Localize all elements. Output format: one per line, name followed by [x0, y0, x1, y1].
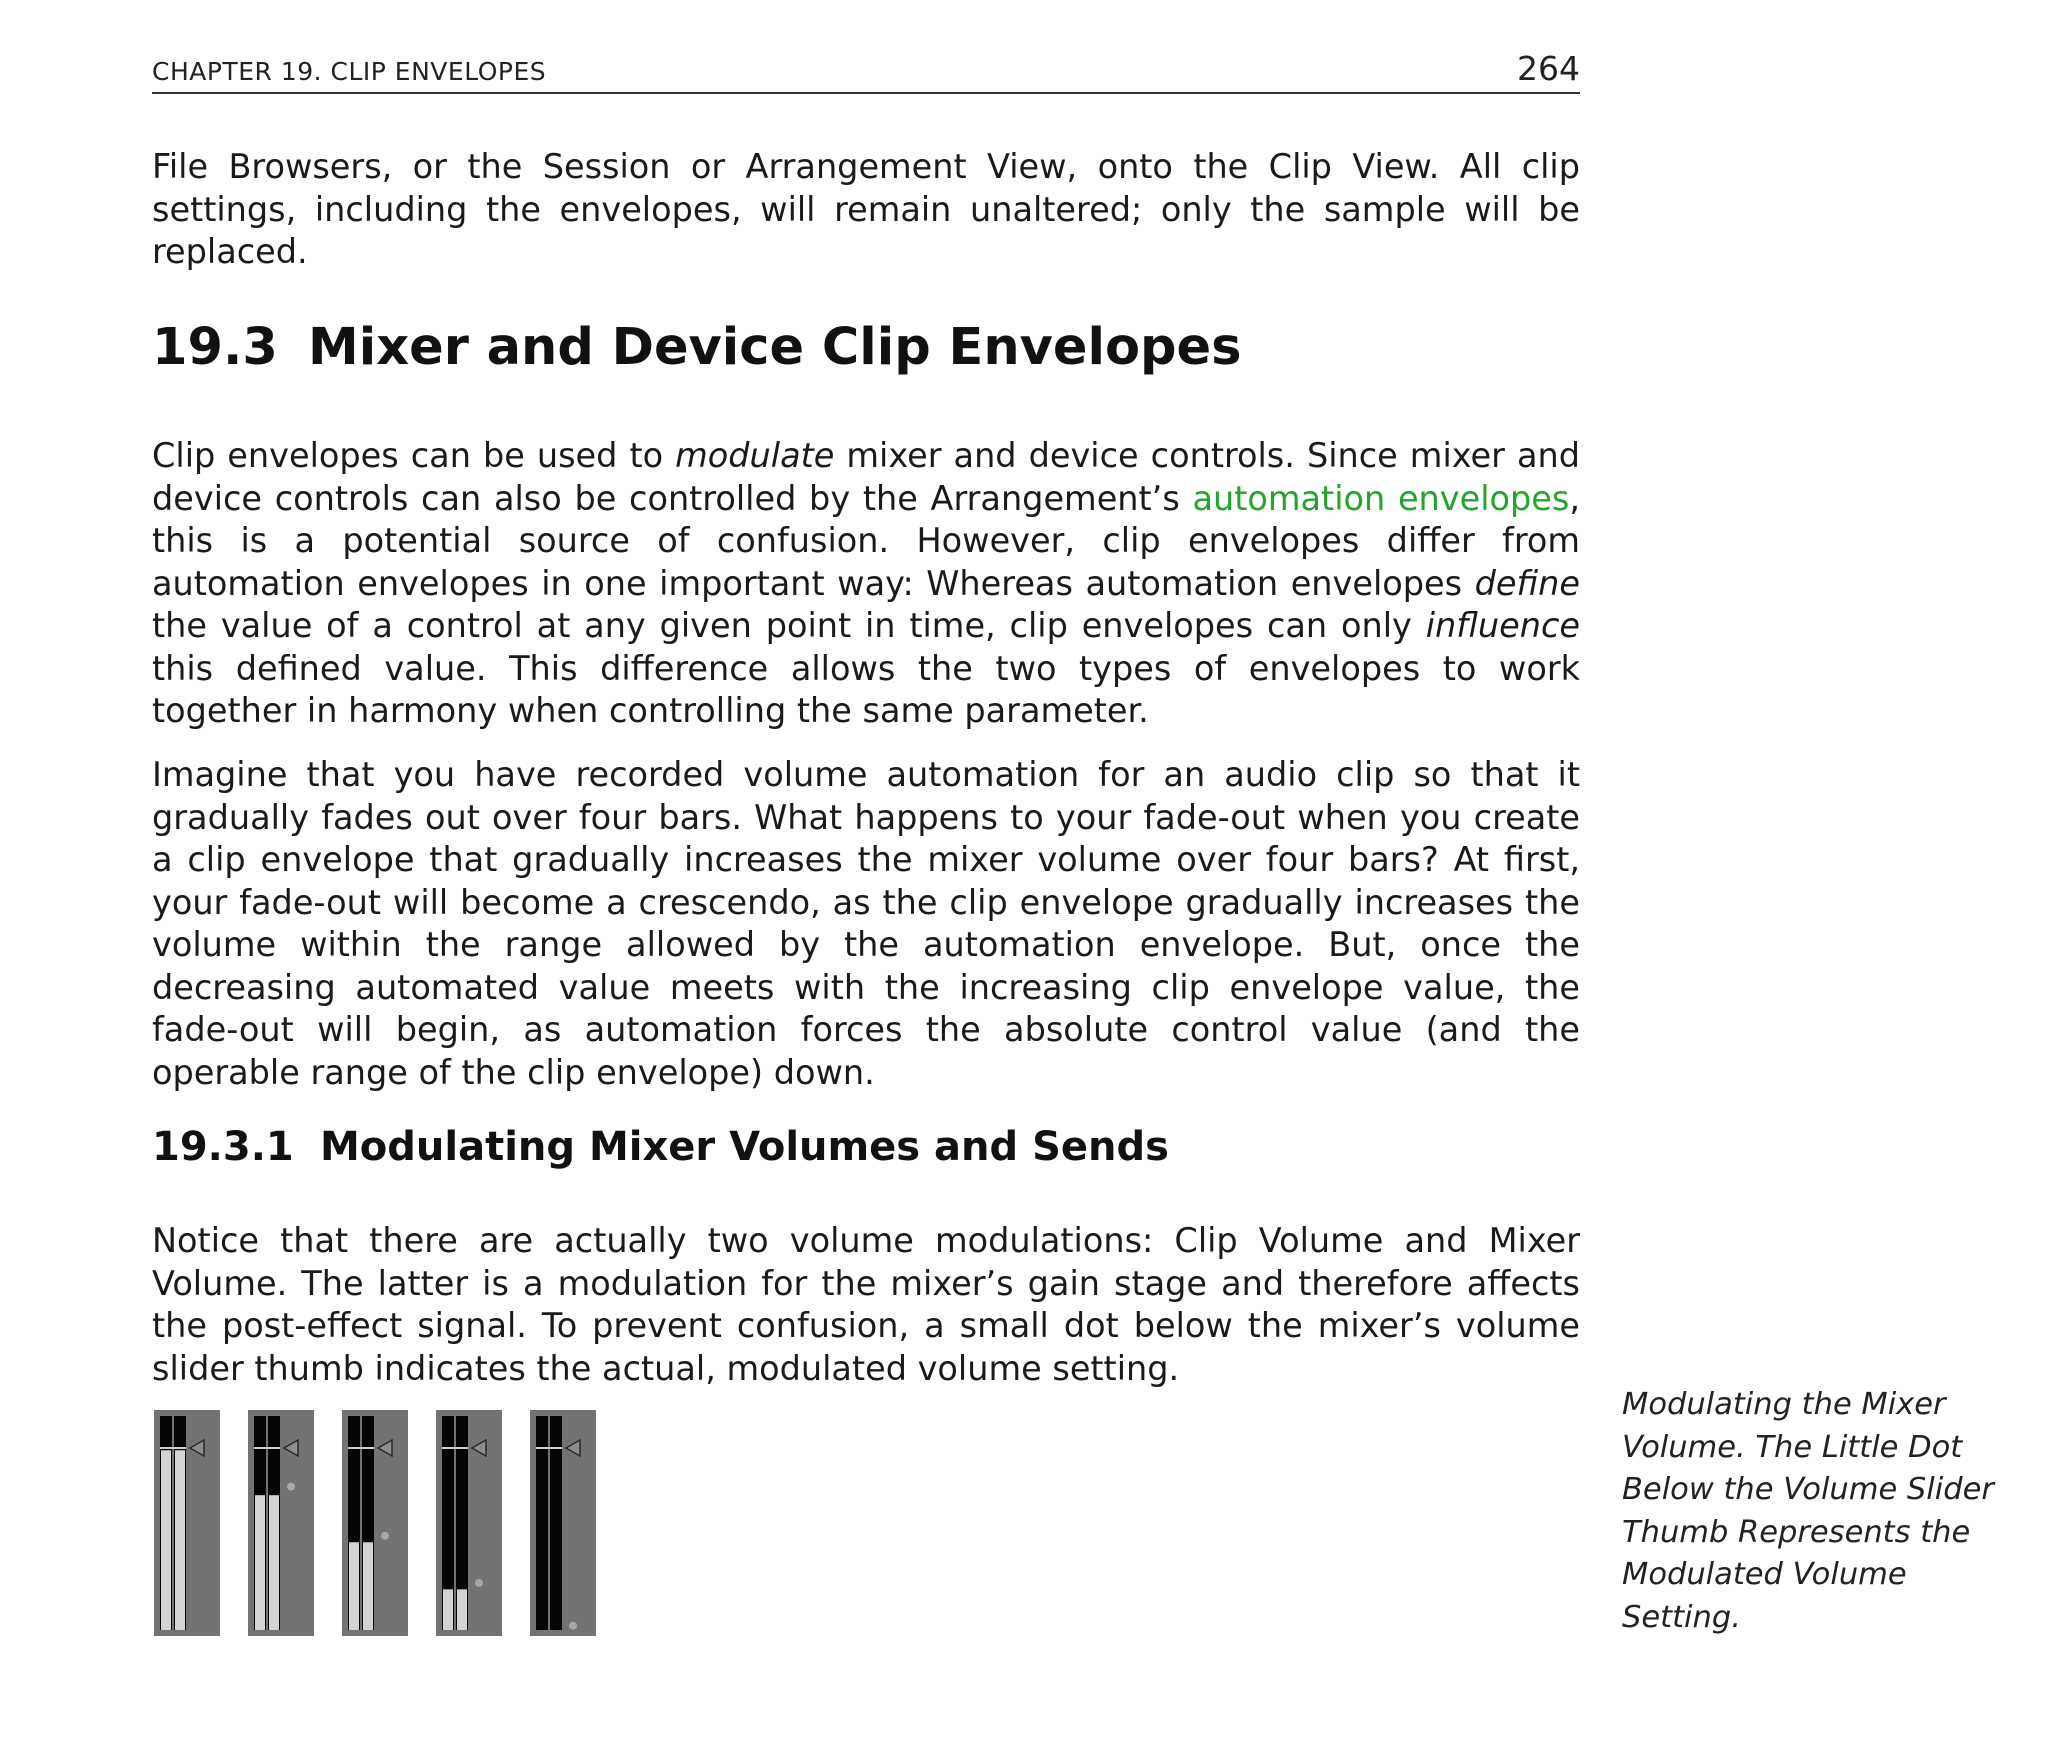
meter-level-fill: [175, 1450, 185, 1630]
volume-fader-3: [342, 1410, 408, 1636]
emphasis-influence: influence: [1425, 606, 1580, 645]
fader-meter: [248, 1410, 314, 1636]
meter-level-fill: [363, 1542, 373, 1630]
para1-text-4: the value of a control at any given point in time, clip envelopes can only: [152, 606, 1426, 645]
chapter-label: CHAPTER 19. CLIP ENVELOPES: [152, 57, 547, 86]
emphasis-modulate: modulate: [675, 436, 835, 475]
fader-meter: [342, 1410, 408, 1636]
modulated-volume-dot: [475, 1579, 483, 1587]
meter-level-fill: [269, 1495, 279, 1630]
section-title: Mixer and Device Clip Envelopes: [308, 318, 1242, 377]
para1-text-5: this defined value. This difference allows the two types of envelopes to work together in harmony when controlling the same parameter.: [152, 648, 1580, 730]
meter-level-fill: [255, 1495, 265, 1630]
slider-thumb-icon: [378, 1440, 392, 1456]
section-heading: [152, 318, 1241, 377]
subsection-heading: [152, 1124, 1169, 1170]
section-number: 19.3: [152, 318, 278, 377]
figure-caption: Modulating the Mixer Volume. The Little Dot Below the Volume Slider Thumb Represents the Modulated Volume Setting.: [1622, 1387, 1994, 1635]
modulated-volume-dot: [381, 1532, 389, 1540]
volume-fader-2: [248, 1410, 314, 1636]
slider-thumb-icon: [284, 1440, 298, 1456]
modulated-volume-dot: [569, 1622, 577, 1630]
automation-envelopes-link[interactable]: automation envelopes: [1192, 478, 1570, 518]
slider-thumb-icon: [190, 1440, 204, 1456]
meter-level-fill: [161, 1450, 171, 1630]
intro-paragraph: File Browsers, or the Session or Arrangement View, onto the Clip View. All clip settings, including the envelopes, will remain unaltered; only the sample will be replaced.: [152, 147, 1580, 271]
paragraph-clip-envelopes: [152, 435, 1580, 733]
fader-meter: [436, 1410, 502, 1636]
page-number: 264: [1517, 49, 1580, 88]
para1-text-1: Clip envelopes can be used to: [152, 436, 676, 475]
volume-fader-1: [154, 1410, 220, 1636]
mixer-volume-figure: [154, 1410, 604, 1636]
fader-meter: [154, 1410, 220, 1636]
slider-thumb-icon: [566, 1440, 580, 1456]
subsection-number: 19.3.1: [152, 1124, 294, 1170]
page-header: [152, 44, 1580, 94]
para1-text-2: mixer and device controls. Since mixer and device controls can also be controlled by the Arrangement’s: [152, 436, 1580, 518]
volume-fader-4: [436, 1410, 502, 1636]
paragraph-volume-automation: Imagine that you have recorded volume automation for an audio clip so that it gradually fades out over four bars. What happens to your fade-out when you create a clip envelope that gradually increases the mixer volume over four bars? At first, your fade-out will become a crescendo, as the clip envelope gradually increases the volume within the range allowed by the automation envelope. But, once the decreasing automated value meets with the increasing clip envelope value, the fade-out will begin, as automation forces the absolute control value (and the operable range of the clip envelope) down.: [152, 755, 1580, 1092]
paragraph-volume-modulations: Notice that there are actually two volume modulations: Clip Volume and Mixer Volume. The latter is a modulation for the mixer’s gain stage and therefore affects the post-effect signal. To prevent confusion, a small dot below the mixer’s volume slider thumb indicates the actual, modulated volume setting.: [152, 1221, 1580, 1388]
emphasis-define: define: [1474, 563, 1580, 603]
meter-level-fill: [457, 1589, 467, 1630]
subsection-title: Modulating Mixer Volumes and Sends: [320, 1124, 1169, 1170]
volume-fader-5: [530, 1410, 596, 1636]
para1-text-3: , this is a potential source of confusion. However, clip envelopes differ from automation envelopes in one important way: Whereas automation envelopes: [152, 478, 1581, 603]
meter-level-fill: [443, 1589, 453, 1630]
meter-level-fill: [349, 1542, 359, 1630]
slider-thumb-icon: [472, 1440, 486, 1456]
fader-meter: [530, 1410, 596, 1636]
modulated-volume-dot: [287, 1483, 295, 1491]
